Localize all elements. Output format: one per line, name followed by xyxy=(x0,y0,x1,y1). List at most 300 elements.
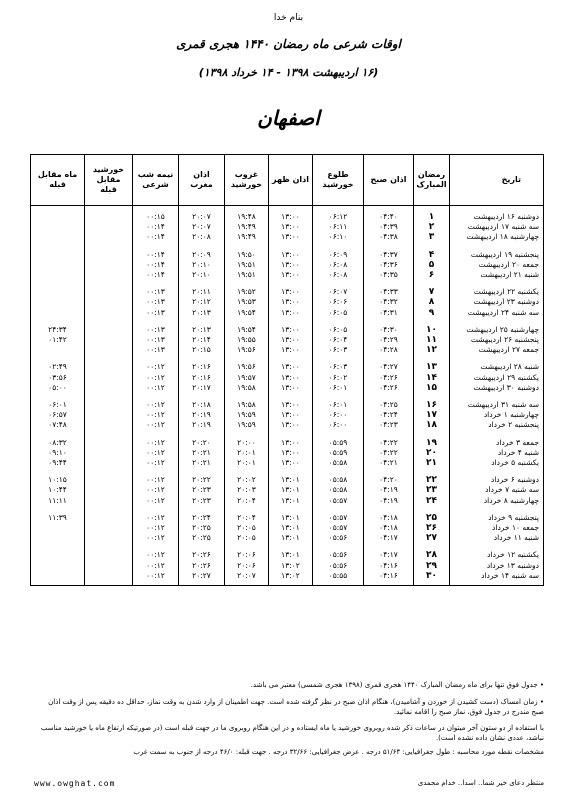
cell-dhuhr: ۱۳:۰۲ xyxy=(269,571,313,586)
cell-dhuhr: ۱۳:۰۲ xyxy=(269,561,313,571)
cell-date: سه شنبه ۲۴ اردیبهشت xyxy=(450,308,544,318)
cell-sunset: ۱۹:۵۱ xyxy=(225,270,269,280)
cell-fajr: ۰۴:۲۱ xyxy=(364,458,414,468)
cell-sunset: ۲۰:۰۶ xyxy=(225,543,269,560)
cell-moon-qibla xyxy=(31,243,85,260)
cell-sun-qibla xyxy=(85,335,133,345)
cell-midnight: ۰۰:۱۲ xyxy=(133,523,179,533)
cell-fajr: ۰۴:۱۶ xyxy=(364,571,414,586)
cell-dhuhr: ۱۳:۰۰ xyxy=(269,222,313,232)
cell-sun-qibla xyxy=(85,318,133,335)
cell-ramadan-day: ۲۳ xyxy=(414,485,450,495)
cell-moon-qibla: ۰۹:۴۴ xyxy=(31,458,85,468)
cell-sun-qibla xyxy=(85,260,133,270)
col-header-date: تاریخ xyxy=(450,155,544,206)
table-row xyxy=(31,523,544,533)
cell-date: پنجشنبه ۲۶ اردیبهشت xyxy=(450,335,544,345)
cell-fajr: ۰۴:۲۸ xyxy=(364,345,414,355)
note-qibla-columns: با استفاده از دو ستون آخر میتوان در ساعات ذکر شده روبروی خورشید یا ماه ایستاده و در این هنگام روبروی ما در جهت قبله است (در صورتیکه ارتفاع ماه یا خورشید مناسب نباشد، عددی نشان داده نشده است). xyxy=(40,724,544,742)
table-row xyxy=(31,383,544,393)
table-row xyxy=(31,260,544,270)
cell-maghrib: ۲۰:۲۳ xyxy=(179,485,225,495)
cell-sun-qibla xyxy=(85,280,133,297)
cell-date: شنبه ۲۸ اردیبهشت xyxy=(450,355,544,372)
cell-sun-qibla xyxy=(85,355,133,372)
cell-maghrib: ۲۰:۲۵ xyxy=(179,523,225,533)
table-row xyxy=(31,335,544,345)
cell-date: سه شنبه ۱۴ خرداد xyxy=(450,571,544,586)
cell-date: دوشنبه ۱۶ اردیبهشت xyxy=(450,206,544,223)
cell-maghrib: ۲۰:۲۶ xyxy=(179,543,225,560)
cell-date: سه شنبه ۳۱ اردیبهشت xyxy=(450,393,544,410)
col-header-sunset: غروب خورشید xyxy=(225,155,269,206)
col-header-fajr: اذان صبح xyxy=(364,155,414,206)
table-row xyxy=(31,533,544,543)
cell-midnight: ۰۰:۱۲ xyxy=(133,533,179,543)
cell-maghrib: ۲۰:۲۱ xyxy=(179,448,225,458)
page-subtitle-dates: (۱۶ اردیبهشت ۱۳۹۸ - ۱۴ خرداد ۱۳۹۸) xyxy=(198,66,379,79)
cell-maghrib: ۲۰:۰۹ xyxy=(179,243,225,260)
cell-sun-qibla xyxy=(85,297,133,307)
cell-sunset: ۱۹:۵۳ xyxy=(225,297,269,307)
cell-sunrise: ۰۵:۵۸ xyxy=(313,468,364,485)
cell-maghrib: ۲۰:۲۳ xyxy=(179,496,225,506)
cell-moon-qibla xyxy=(31,523,85,533)
cell-midnight: ۰۰:۱۲ xyxy=(133,393,179,410)
cell-fajr: ۰۴:۱۹ xyxy=(364,485,414,495)
cell-midnight: ۰۰:۱۲ xyxy=(133,448,179,458)
cell-sunrise: ۰۶:۰۱ xyxy=(313,393,364,410)
cell-dhuhr: ۱۳:۰۰ xyxy=(269,280,313,297)
cell-ramadan-day: ۲۲ xyxy=(414,468,450,485)
cell-date: جمعه ۲۰ اردیبهشت xyxy=(450,260,544,270)
cell-dhuhr: ۱۳:۰۰ xyxy=(269,308,313,318)
cell-sun-qibla xyxy=(85,571,133,586)
cell-sunset: ۱۹:۵۹ xyxy=(225,410,269,420)
cell-maghrib: ۲۰:۱۳ xyxy=(179,308,225,318)
cell-midnight: ۰۰:۱۳ xyxy=(133,318,179,335)
cell-fajr: ۰۴:۱۹ xyxy=(364,496,414,506)
cell-moon-qibla xyxy=(31,345,85,355)
cell-midnight: ۰۰:۱۵ xyxy=(133,206,179,223)
cell-sunset: ۲۰:۰۶ xyxy=(225,561,269,571)
cell-sunrise: ۰۶:۰۰ xyxy=(313,410,364,420)
cell-dhuhr: ۱۳:۰۰ xyxy=(269,260,313,270)
cell-date: چهارشنبه ۸ خرداد xyxy=(450,496,544,506)
cell-dhuhr: ۱۳:۰۱ xyxy=(269,523,313,533)
author-signature: منتظر دعای خیر شما.. اسدا.. خدام محمدی xyxy=(417,779,544,787)
cell-fajr: ۰۴:۳۱ xyxy=(364,308,414,318)
cell-moon-qibla: ۱۱:۳۹ xyxy=(31,506,85,523)
cell-dhuhr: ۱۳:۰۰ xyxy=(269,383,313,393)
cell-sunset: ۱۹:۴۸ xyxy=(225,206,269,223)
cell-maghrib: ۲۰:۱۳ xyxy=(179,318,225,335)
table-row xyxy=(31,506,544,523)
table-row xyxy=(31,393,544,410)
cell-ramadan-day: ۱۹ xyxy=(414,431,450,448)
cell-dhuhr: ۱۳:۰۱ xyxy=(269,543,313,560)
cell-sunrise: ۰۶:۰۸ xyxy=(313,270,364,280)
cell-sun-qibla xyxy=(85,485,133,495)
cell-sun-qibla xyxy=(85,448,133,458)
table-row xyxy=(31,297,544,307)
cell-sunset: ۲۰:۰۵ xyxy=(225,533,269,543)
cell-sunset: ۱۹:۵۴ xyxy=(225,308,269,318)
cell-date: یکشنبه ۲۹ اردیبهشت xyxy=(450,373,544,383)
cell-date: چهارشنبه ۱ خرداد xyxy=(450,410,544,420)
cell-fajr: ۰۴:۳۰ xyxy=(364,318,414,335)
cell-midnight: ۰۰:۱۲ xyxy=(133,571,179,586)
cell-ramadan-day: ۶ xyxy=(414,270,450,280)
cell-maghrib: ۲۰:۲۰ xyxy=(179,431,225,448)
cell-date: پنجشنبه ۹ خرداد xyxy=(450,506,544,523)
cell-sunrise: ۰۵:۵۶ xyxy=(313,543,364,560)
cell-midnight: ۰۰:۱۳ xyxy=(133,308,179,318)
cell-fajr: ۰۴:۳۳ xyxy=(364,280,414,297)
cell-moon-qibla: ۰۲:۴۹ xyxy=(31,355,85,372)
cell-dhuhr: ۱۳:۰۰ xyxy=(269,458,313,468)
cell-dhuhr: ۱۳:۰۰ xyxy=(269,410,313,420)
cell-ramadan-day: ۲۹ xyxy=(414,561,450,571)
cell-date: شنبه ۱۱ خرداد xyxy=(450,533,544,543)
col-header-moon-qibla: ماه مقابل قبله xyxy=(31,155,85,206)
cell-fajr: ۰۴:۴۰ xyxy=(364,206,414,223)
cell-dhuhr: ۱۳:۰۰ xyxy=(269,206,313,223)
cell-moon-qibla: ۱۰:۴۴ xyxy=(31,485,85,495)
cell-date: یکشنبه ۱۲ خرداد xyxy=(450,543,544,560)
table-header-row xyxy=(31,155,544,206)
cell-maghrib: ۲۰:۱۴ xyxy=(179,335,225,345)
cell-moon-qibla: ۰۳:۵۶ xyxy=(31,373,85,383)
table-row xyxy=(31,571,544,586)
cell-sunset: ۲۰:۰۰ xyxy=(225,431,269,448)
cell-moon-qibla xyxy=(31,561,85,571)
cell-moon-qibla xyxy=(31,270,85,280)
cell-sun-qibla xyxy=(85,232,133,242)
table-row xyxy=(31,561,544,571)
cell-sunset: ۱۹:۴۹ xyxy=(225,222,269,232)
cell-ramadan-day: ۲ xyxy=(414,222,450,232)
cell-sunrise: ۰۵:۵۶ xyxy=(313,561,364,571)
cell-ramadan-day: ۱۱ xyxy=(414,335,450,345)
cell-fajr: ۰۴:۲۳ xyxy=(364,420,414,430)
cell-sunset: ۱۹:۵۶ xyxy=(225,355,269,372)
cell-dhuhr: ۱۳:۰۰ xyxy=(269,431,313,448)
cell-maghrib: ۲۰:۱۲ xyxy=(179,297,225,307)
cell-sunset: ۲۰:۰۴ xyxy=(225,506,269,523)
cell-maghrib: ۲۰:۱۰ xyxy=(179,270,225,280)
cell-fajr: ۰۴:۲۹ xyxy=(364,335,414,345)
table-row xyxy=(31,431,544,448)
cell-ramadan-day: ۳۰ xyxy=(414,571,450,586)
cell-moon-qibla xyxy=(31,543,85,560)
cell-moon-qibla xyxy=(31,308,85,318)
cell-sunset: ۱۹:۵۰ xyxy=(225,243,269,260)
cell-fajr: ۰۴:۱۸ xyxy=(364,523,414,533)
cell-moon-qibla xyxy=(31,533,85,543)
cell-ramadan-day: ۲۰ xyxy=(414,448,450,458)
cell-fajr: ۰۴:۱۸ xyxy=(364,506,414,523)
cell-sunset: ۲۰:۰۵ xyxy=(225,523,269,533)
cell-ramadan-day: ۱ xyxy=(414,206,450,223)
cell-sun-qibla xyxy=(85,420,133,430)
cell-moon-qibla: ۰۶:۵۷ xyxy=(31,410,85,420)
cell-midnight: ۰۰:۱۲ xyxy=(133,543,179,560)
website-link[interactable]: www.owghat.com xyxy=(34,779,116,788)
cell-sun-qibla xyxy=(85,543,133,560)
table-row xyxy=(31,373,544,383)
cell-sunrise: ۰۶:۰۵ xyxy=(313,308,364,318)
cell-maghrib: ۲۰:۱۹ xyxy=(179,420,225,430)
cell-fajr: ۰۴:۲۲ xyxy=(364,431,414,448)
cell-sun-qibla xyxy=(85,393,133,410)
cell-moon-qibla: ۰۸:۳۲ xyxy=(31,431,85,448)
cell-fajr: ۰۴:۱۷ xyxy=(364,543,414,560)
cell-maghrib: ۲۰:۲۴ xyxy=(179,506,225,523)
cell-sunrise: ۰۵:۵۹ xyxy=(313,448,364,458)
cell-midnight: ۰۰:۱۲ xyxy=(133,410,179,420)
cell-ramadan-day: ۱۰ xyxy=(414,318,450,335)
col-header-ramadan: رمضان المبارک xyxy=(414,155,450,206)
table-row xyxy=(31,206,544,223)
table-row xyxy=(31,448,544,458)
cell-ramadan-day: ۲۱ xyxy=(414,458,450,468)
table-row xyxy=(31,345,544,355)
cell-dhuhr: ۱۳:۰۰ xyxy=(269,270,313,280)
note-location: مشخصات نقطه مورد محاسبه : طول جغرافیایی: ۵۱/۶۴ درجه . عرض جغرافیایی: ۳۲/۶۶ درجه . جهت قبله: ۴۶/۰ درجه از جنوب به سمت غرب xyxy=(133,748,544,756)
cell-midnight: ۰۰:۱۳ xyxy=(133,335,179,345)
cell-moon-qibla xyxy=(31,222,85,232)
cell-ramadan-day: ۷ xyxy=(414,280,450,297)
cell-sunset: ۲۰:۰۷ xyxy=(225,571,269,586)
cell-sun-qibla xyxy=(85,270,133,280)
cell-sunrise: ۰۵:۵۶ xyxy=(313,533,364,543)
cell-sunrise: ۰۶:۰۷ xyxy=(313,280,364,297)
cell-sunrise: ۰۵:۵۸ xyxy=(313,485,364,495)
cell-maghrib: ۲۰:۲۷ xyxy=(179,571,225,586)
cell-ramadan-day: ۱۲ xyxy=(414,345,450,355)
cell-maghrib: ۲۰:۱۷ xyxy=(179,383,225,393)
cell-fajr: ۰۴:۱۷ xyxy=(364,533,414,543)
cell-sun-qibla xyxy=(85,206,133,223)
cell-sunset: ۱۹:۵۹ xyxy=(225,420,269,430)
cell-sunset: ۱۹:۵۴ xyxy=(225,318,269,335)
cell-fajr: ۰۴:۳۶ xyxy=(364,260,414,270)
cell-sun-qibla xyxy=(85,523,133,533)
cell-sunrise: ۰۶:۰۲ xyxy=(313,373,364,383)
cell-fajr: ۰۴:۲۴ xyxy=(364,410,414,420)
cell-ramadan-day: ۱۳ xyxy=(414,355,450,372)
cell-maghrib: ۲۰:۱۰ xyxy=(179,260,225,270)
cell-sun-qibla xyxy=(85,533,133,543)
cell-midnight: ۰۰:۱۳ xyxy=(133,297,179,307)
cell-ramadan-day: ۱۴ xyxy=(414,373,450,383)
cell-moon-qibla: ۰۷:۴۸ xyxy=(31,420,85,430)
cell-maghrib: ۲۰:۲۱ xyxy=(179,458,225,468)
table-row xyxy=(31,280,544,297)
cell-sunrise: ۰۶:۱۰ xyxy=(313,232,364,242)
cell-ramadan-day: ۸ xyxy=(414,297,450,307)
cell-midnight: ۰۰:۱۳ xyxy=(133,280,179,297)
cell-moon-qibla: ۲۴:۳۴ xyxy=(31,318,85,335)
cell-midnight: ۰۰:۱۲ xyxy=(133,420,179,430)
table-row xyxy=(31,410,544,420)
cell-sun-qibla xyxy=(85,243,133,260)
cell-ramadan-day: ۴ xyxy=(414,243,450,260)
col-header-dhuhr: اذان ظهر xyxy=(269,155,313,206)
cell-midnight: ۰۰:۱۲ xyxy=(133,485,179,495)
cell-sunrise: ۰۶:۰۶ xyxy=(313,297,364,307)
cell-maghrib: ۲۰:۱۶ xyxy=(179,355,225,372)
cell-midnight: ۰۰:۱۴ xyxy=(133,232,179,242)
cell-moon-qibla: ۰۹:۱۰ xyxy=(31,448,85,458)
table-row xyxy=(31,243,544,260)
cell-maghrib: ۲۰:۱۵ xyxy=(179,345,225,355)
cell-date: سه شنبه ۱۷ اردیبهشت xyxy=(450,222,544,232)
cell-date: دوشنبه ۲۳ اردیبهشت xyxy=(450,297,544,307)
cell-ramadan-day: ۳ xyxy=(414,232,450,242)
cell-sunrise: ۰۵:۵۸ xyxy=(313,458,364,468)
cell-ramadan-day: ۲۴ xyxy=(414,496,450,506)
cell-midnight: ۰۰:۱۲ xyxy=(133,458,179,468)
col-header-midnight: نیمه شب شرعی xyxy=(133,155,179,206)
col-header-sun-qibla: خورشید مقابل قبله xyxy=(85,155,133,206)
cell-sun-qibla xyxy=(85,506,133,523)
cell-moon-qibla: ۰۶:۰۱ xyxy=(31,393,85,410)
cell-midnight: ۰۰:۱۲ xyxy=(133,373,179,383)
cell-fajr: ۰۴:۳۹ xyxy=(364,222,414,232)
cell-date: پنجشنبه ۱۹ اردیبهشت xyxy=(450,243,544,260)
cell-fajr: ۰۴:۲۶ xyxy=(364,373,414,383)
cell-moon-qibla: ۰۵:۰۰ xyxy=(31,383,85,393)
cell-sunset: ۱۹:۵۷ xyxy=(225,373,269,383)
cell-date: دوشنبه ۳۰ اردیبهشت xyxy=(450,383,544,393)
cell-moon-qibla xyxy=(31,297,85,307)
table-row xyxy=(31,496,544,506)
cell-sunset: ۲۰:۰۳ xyxy=(225,485,269,495)
cell-moon-qibla xyxy=(31,232,85,242)
table-row xyxy=(31,458,544,468)
cell-dhuhr: ۱۳:۰۰ xyxy=(269,373,313,383)
cell-midnight: ۰۰:۱۴ xyxy=(133,222,179,232)
cell-dhuhr: ۱۳:۰۰ xyxy=(269,335,313,345)
cell-sun-qibla xyxy=(85,308,133,318)
cell-date: شنبه ۲۱ اردیبهشت xyxy=(450,270,544,280)
cell-moon-qibla xyxy=(31,571,85,586)
cell-dhuhr: ۱۳:۰۱ xyxy=(269,468,313,485)
table-row xyxy=(31,543,544,560)
cell-moon-qibla: ۱۰:۱۵ xyxy=(31,468,85,485)
cell-maghrib: ۲۰:۰۷ xyxy=(179,222,225,232)
cell-moon-qibla xyxy=(31,280,85,297)
cell-fajr: ۰۴:۲۶ xyxy=(364,383,414,393)
cell-midnight: ۰۰:۱۳ xyxy=(133,345,179,355)
cell-sunrise: ۰۶:۰۳ xyxy=(313,345,364,355)
table-row xyxy=(31,308,544,318)
cell-moon-qibla: ۰۱:۴۲ xyxy=(31,335,85,345)
cell-fajr: ۰۴:۳۷ xyxy=(364,243,414,260)
cell-sun-qibla xyxy=(85,383,133,393)
cell-maghrib: ۲۰:۱۹ xyxy=(179,410,225,420)
table-body xyxy=(31,206,544,586)
cell-midnight: ۰۰:۱۲ xyxy=(133,496,179,506)
cell-sunrise: ۰۶:۰۵ xyxy=(313,318,364,335)
cell-maghrib: ۲۰:۲۵ xyxy=(179,533,225,543)
cell-sunset: ۱۹:۵۶ xyxy=(225,345,269,355)
cell-ramadan-day: ۲۸ xyxy=(414,543,450,560)
cell-dhuhr: ۱۳:۰۰ xyxy=(269,243,313,260)
cell-sun-qibla xyxy=(85,373,133,383)
cell-maghrib: ۲۰:۱۸ xyxy=(179,393,225,410)
table-row xyxy=(31,222,544,232)
cell-date: یکشنبه ۵ خرداد xyxy=(450,458,544,468)
cell-ramadan-day: ۵ xyxy=(414,260,450,270)
cell-midnight: ۰۰:۱۲ xyxy=(133,431,179,448)
cell-moon-qibla xyxy=(31,206,85,223)
cell-date: دوشنبه ۶ خرداد xyxy=(450,468,544,485)
cell-sunrise: ۰۵:۵۷ xyxy=(313,506,364,523)
cell-sunset: ۱۹:۵۸ xyxy=(225,383,269,393)
cell-moon-qibla xyxy=(31,260,85,270)
bismillah-text: بنام خدا xyxy=(273,13,304,23)
cell-dhuhr: ۱۳:۰۰ xyxy=(269,297,313,307)
cell-date: چهارشنبه ۱۸ اردیبهشت xyxy=(450,232,544,242)
cell-date: شنبه ۴ خرداد xyxy=(450,448,544,458)
cell-sunrise: ۰۵:۵۵ xyxy=(313,571,364,586)
cell-sunset: ۱۹:۵۸ xyxy=(225,393,269,410)
cell-sunrise: ۰۶:۱۱ xyxy=(313,222,364,232)
note-imsak: • زمان امساک (دست کشیدن از خوردن و آشامیدن)، هنگام اذان صبح در نظر گرفته شده است. جهت اطمینان از وارد شدن به وقت نماز، حداقل ده دقیقه پس از وقت اذان صبح مندرج در جدول فوق، نماز صبح را اقامه نمائید. xyxy=(48,698,544,716)
cell-fajr: ۰۴:۱۶ xyxy=(364,561,414,571)
cell-sunset: ۱۹:۵۲ xyxy=(225,280,269,297)
cell-midnight: ۰۰:۱۲ xyxy=(133,383,179,393)
cell-date: پنجشنبه ۲ خرداد xyxy=(450,420,544,430)
cell-sun-qibla xyxy=(85,345,133,355)
cell-midnight: ۰۰:۱۲ xyxy=(133,355,179,372)
cell-date: جمعه ۲۷ اردیبهشت xyxy=(450,345,544,355)
cell-fajr: ۰۴:۲۰ xyxy=(364,468,414,485)
cell-ramadan-day: ۹ xyxy=(414,308,450,318)
cell-date: جمعه ۳ خرداد xyxy=(450,431,544,448)
cell-sunrise: ۰۵:۵۹ xyxy=(313,431,364,448)
cell-sun-qibla xyxy=(85,222,133,232)
table-row xyxy=(31,318,544,335)
table-row xyxy=(31,485,544,495)
cell-moon-qibla: ۱۱:۱۱ xyxy=(31,496,85,506)
cell-date: چهارشنبه ۲۵ اردیبهشت xyxy=(450,318,544,335)
prayer-times-table xyxy=(30,154,544,586)
cell-dhuhr: ۱۳:۰۰ xyxy=(269,345,313,355)
cell-sun-qibla xyxy=(85,561,133,571)
cell-fajr: ۰۴:۳۸ xyxy=(364,232,414,242)
cell-maghrib: ۲۰:۰۷ xyxy=(179,206,225,223)
cell-fajr: ۰۴:۲۵ xyxy=(364,393,414,410)
cell-dhuhr: ۱۳:۰۱ xyxy=(269,485,313,495)
cell-sunset: ۲۰:۰۱ xyxy=(225,458,269,468)
cell-sunrise: ۰۶:۰۰ xyxy=(313,420,364,430)
cell-midnight: ۰۰:۱۲ xyxy=(133,561,179,571)
cell-ramadan-day: ۲۵ xyxy=(414,506,450,523)
table-row xyxy=(31,232,544,242)
page-title: اوقات شرعی ماه رمضان ۱۴۴۰ هجری قمری xyxy=(176,37,401,51)
cell-ramadan-day: ۱۸ xyxy=(414,420,450,430)
cell-date: دوشنبه ۱۳ خرداد xyxy=(450,561,544,571)
cell-sunset: ۱۹:۵۵ xyxy=(225,335,269,345)
cell-sunset: ۱۹:۴۹ xyxy=(225,232,269,242)
cell-date: یکشنبه ۲۲ اردیبهشت xyxy=(450,280,544,297)
cell-ramadan-day: ۱۵ xyxy=(414,383,450,393)
cell-dhuhr: ۱۳:۰۱ xyxy=(269,533,313,543)
